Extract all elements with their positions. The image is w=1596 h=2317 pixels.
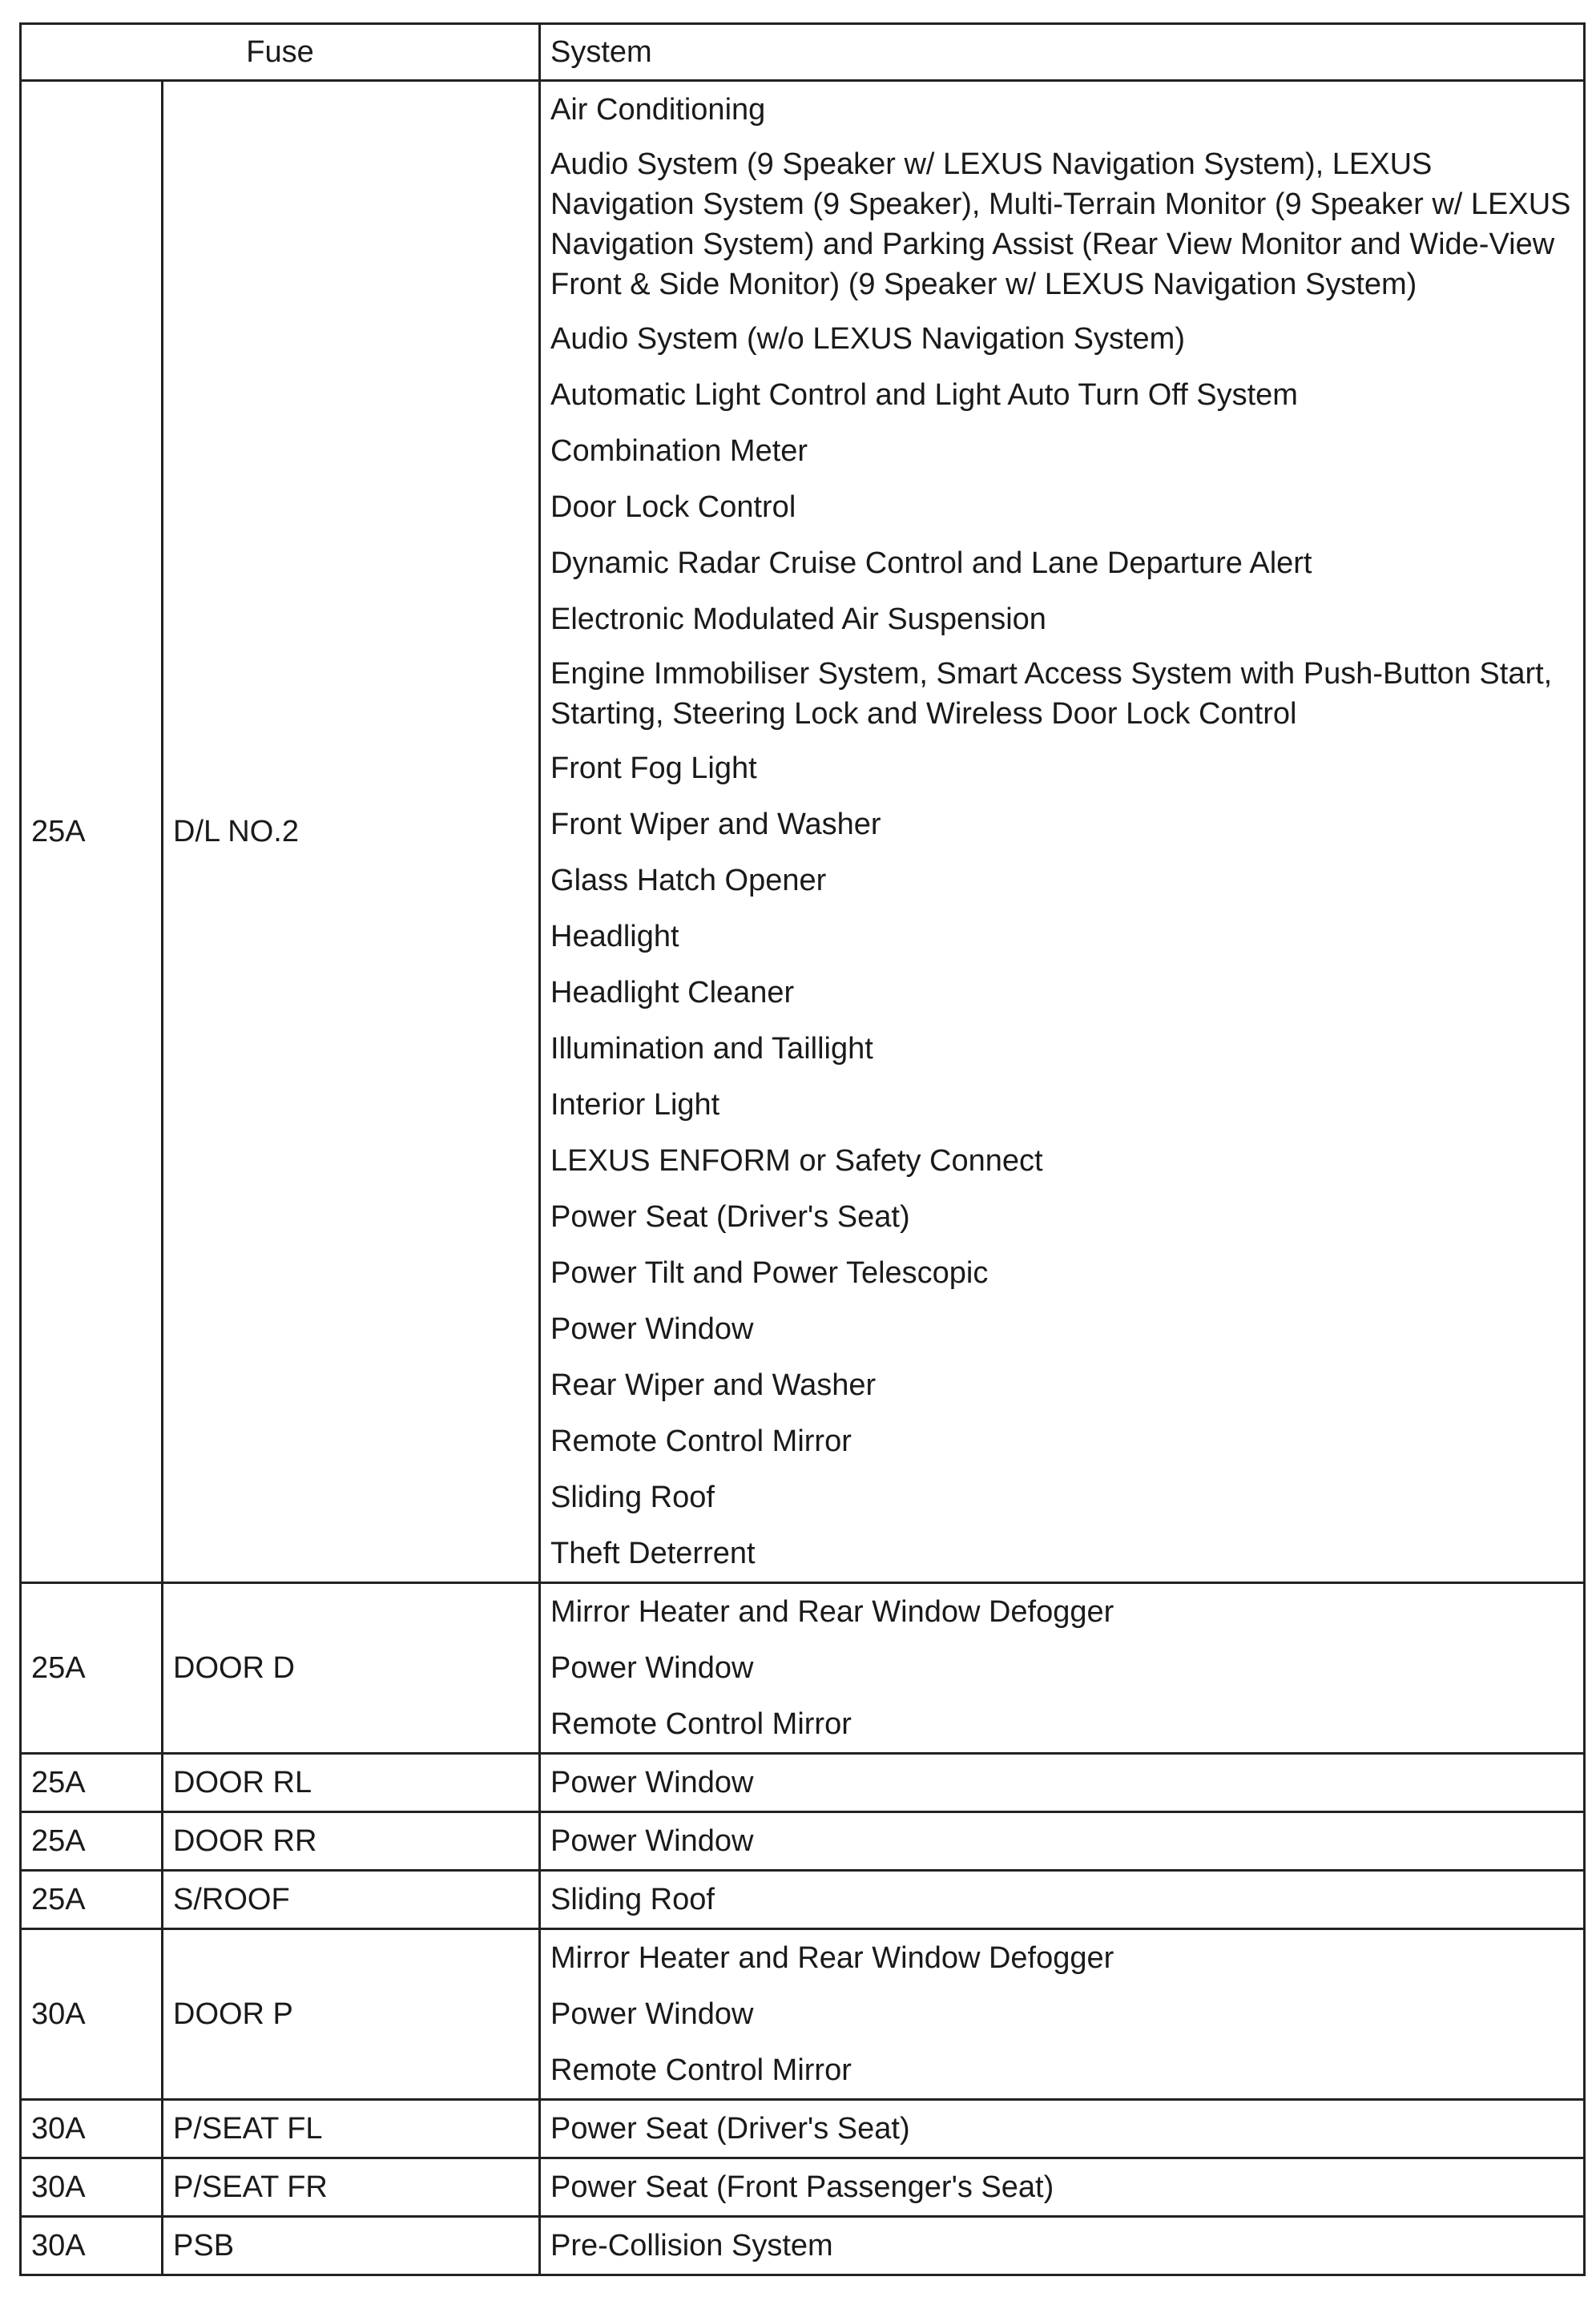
fuse-name: S/ROOF	[163, 1871, 540, 1929]
table-row	[21, 2158, 1585, 2217]
system-list	[540, 1929, 1585, 2100]
system-list	[540, 81, 1585, 1583]
fuse-table-body	[21, 81, 1585, 2275]
system-item: Interior Light	[550, 1088, 720, 1122]
system-item: Power Window	[550, 1651, 754, 1685]
system-item: Front Wiper and Washer	[550, 808, 881, 841]
table-row	[21, 1754, 1585, 1812]
system-list	[540, 2100, 1585, 2158]
system-column-header: System	[540, 24, 1585, 81]
system-item: Remote Control Mirror	[550, 1424, 852, 1458]
system-list	[540, 2158, 1585, 2217]
system-item: Front Fog Light	[550, 752, 757, 785]
system-item: Automatic Light Control and Light Auto Turn Off System	[550, 378, 1298, 412]
fuse-amperage: 25A	[21, 1871, 163, 1929]
system-item: Mirror Heater and Rear Window Defogger	[550, 1941, 1114, 1975]
system-list	[540, 1754, 1585, 1812]
table-row	[21, 1583, 1585, 1754]
fuse-amperage: 25A	[21, 81, 163, 1583]
table-row	[21, 2100, 1585, 2158]
system-item: Power Seat (Driver's Seat)	[550, 1200, 910, 1234]
system-item: Electronic Modulated Air Suspension	[550, 602, 1046, 636]
fuse-amperage: 30A	[21, 2217, 163, 2275]
system-item: Combination Meter	[550, 434, 808, 468]
fuse-name: PSB	[163, 2217, 540, 2275]
system-item: Remote Control Mirror	[550, 2053, 852, 2087]
system-item: Remote Control Mirror	[550, 1707, 852, 1741]
system-item: Audio System (w/o LEXUS Navigation System)	[550, 322, 1185, 356]
fuse-amperage: 25A	[21, 1583, 163, 1754]
system-item: Headlight	[550, 920, 679, 953]
system-item: Sliding Roof	[550, 1883, 715, 1916]
fuse-name: DOOR D	[163, 1583, 540, 1754]
system-list	[540, 1583, 1585, 1754]
fuse-table	[19, 22, 1586, 2276]
fuse-name: P/SEAT FL	[163, 2100, 540, 2158]
system-list	[540, 1812, 1585, 1871]
system-item: Power Window	[550, 1766, 754, 1799]
system-item: Power Window	[550, 1312, 754, 1346]
fuse-name: DOOR RR	[163, 1812, 540, 1871]
system-item: Power Tilt and Power Telescopic	[550, 1256, 989, 1290]
fuse-name: DOOR P	[163, 1929, 540, 2100]
system-item: Glass Hatch Opener	[550, 864, 827, 897]
system-item: Theft Deterrent	[550, 1537, 756, 1570]
system-item: Illumination and Taillight	[550, 1032, 873, 1066]
table-header-row	[21, 24, 1585, 81]
table-row	[21, 1812, 1585, 1871]
system-item: Audio System (9 Speaker w/ LEXUS Navigation System), LEXUS Navigation System (9 Speaker), Multi-Terrain Monitor (9 Speaker w/ LEXUS Navigation System) and Parking Assist (Rear View Monitor and Wide-View Front & Side Monitor) (9 Speaker w/ LEXUS Navigation System)	[550, 147, 1571, 301]
system-item: LEXUS ENFORM or Safety Connect	[550, 1144, 1043, 1178]
fuse-column-header: Fuse	[21, 24, 540, 81]
fuse-amperage: 25A	[21, 1812, 163, 1871]
fuse-amperage: 25A	[21, 1754, 163, 1812]
system-item: Pre-Collision System	[550, 2229, 833, 2263]
system-item: Power Window	[550, 1824, 754, 1858]
fuse-name: D/L NO.2	[163, 81, 540, 1583]
fuse-amperage: 30A	[21, 2100, 163, 2158]
system-item: Power Seat (Driver's Seat)	[550, 2112, 910, 2146]
system-item: Dynamic Radar Cruise Control and Lane Departure Alert	[550, 546, 1312, 580]
table-row	[21, 81, 1585, 1583]
system-list	[540, 1871, 1585, 1929]
table-row	[21, 2217, 1585, 2275]
system-item: Headlight Cleaner	[550, 976, 795, 1009]
system-item: Power Seat (Front Passenger's Seat)	[550, 2170, 1054, 2204]
fuse-name: DOOR RL	[163, 1754, 540, 1812]
system-item: Engine Immobiliser System, Smart Access System with Push-Button Start, Starting, Steering Lock and Wireless Door Lock Control	[550, 657, 1553, 731]
system-item: Power Window	[550, 1997, 754, 2031]
system-item: Sliding Roof	[550, 1481, 715, 1514]
system-item: Air Conditioning	[550, 93, 766, 127]
fuse-amperage: 30A	[21, 1929, 163, 2100]
table-row	[21, 1929, 1585, 2100]
fuse-name: P/SEAT FR	[163, 2158, 540, 2217]
system-list	[540, 2217, 1585, 2275]
system-item: Door Lock Control	[550, 490, 796, 524]
table-row	[21, 1871, 1585, 1929]
fuse-amperage: 30A	[21, 2158, 163, 2217]
system-item: Rear Wiper and Washer	[550, 1368, 877, 1402]
system-item: Mirror Heater and Rear Window Defogger	[550, 1595, 1114, 1629]
